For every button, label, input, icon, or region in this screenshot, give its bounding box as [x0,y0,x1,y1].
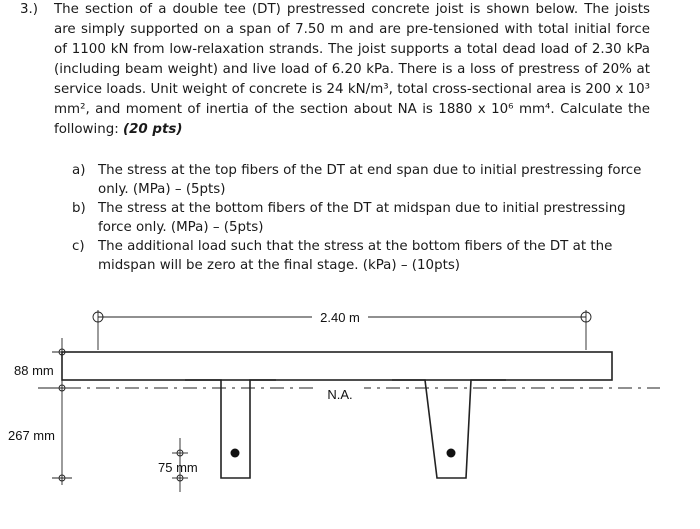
part-label: b) [72,201,86,216]
problem-number: 3.) [20,2,39,17]
web-depth-label: 267 mm [8,428,55,443]
part-text: The additional load such that the stress at the bottom fibers of the DT at the midspan will be zero at the final stage. (kPa) – (10pts) [98,239,613,273]
web-right [392,380,506,478]
problem-points: (20 pts) [122,122,183,137]
part-label: a) [72,163,86,178]
strand-right [447,449,456,458]
top-flange [62,352,612,380]
problem-text: The section of a double tee (DT) prestressed concrete joist is shown below. The joists are simply supported on a span of 7.50 m and are pre-tensioned with total initial force of 1100 kN from low-relaxation strands. The joist supports a total dead load of 2.30 kPa (including beam weight) and live load of 6.20 kPa. There is a loss of prestress of 20% at service loads. Unit weight of concrete is 24 kN/m³, total cross-sectional area is 200 x 10³ mm², and moment of inertia of the section about NA is 1880 x 10⁶ mm⁴. Calculate the following: [54,2,650,137]
centerline-symbol-right [581,310,591,350]
spacing-label: 2.40 m [320,310,360,325]
part-label: c) [72,239,85,254]
part-text: The stress at the top fibers of the DT at end span due to initial prestressing force only. (MPa) – (5pts) [98,163,642,197]
part-text: The stress at the bottom fibers of the DT at midspan due to initial prestressing force only. (MPa) – (5pts) [98,201,626,235]
strand-left [231,449,240,458]
web-left [185,380,276,478]
neutral-axis-label: N.A. [327,387,353,402]
flange-thickness-label: 88 mm [14,363,54,378]
eccentricity-label: 75 mm [158,460,198,475]
centerline-symbol-left [93,310,103,350]
